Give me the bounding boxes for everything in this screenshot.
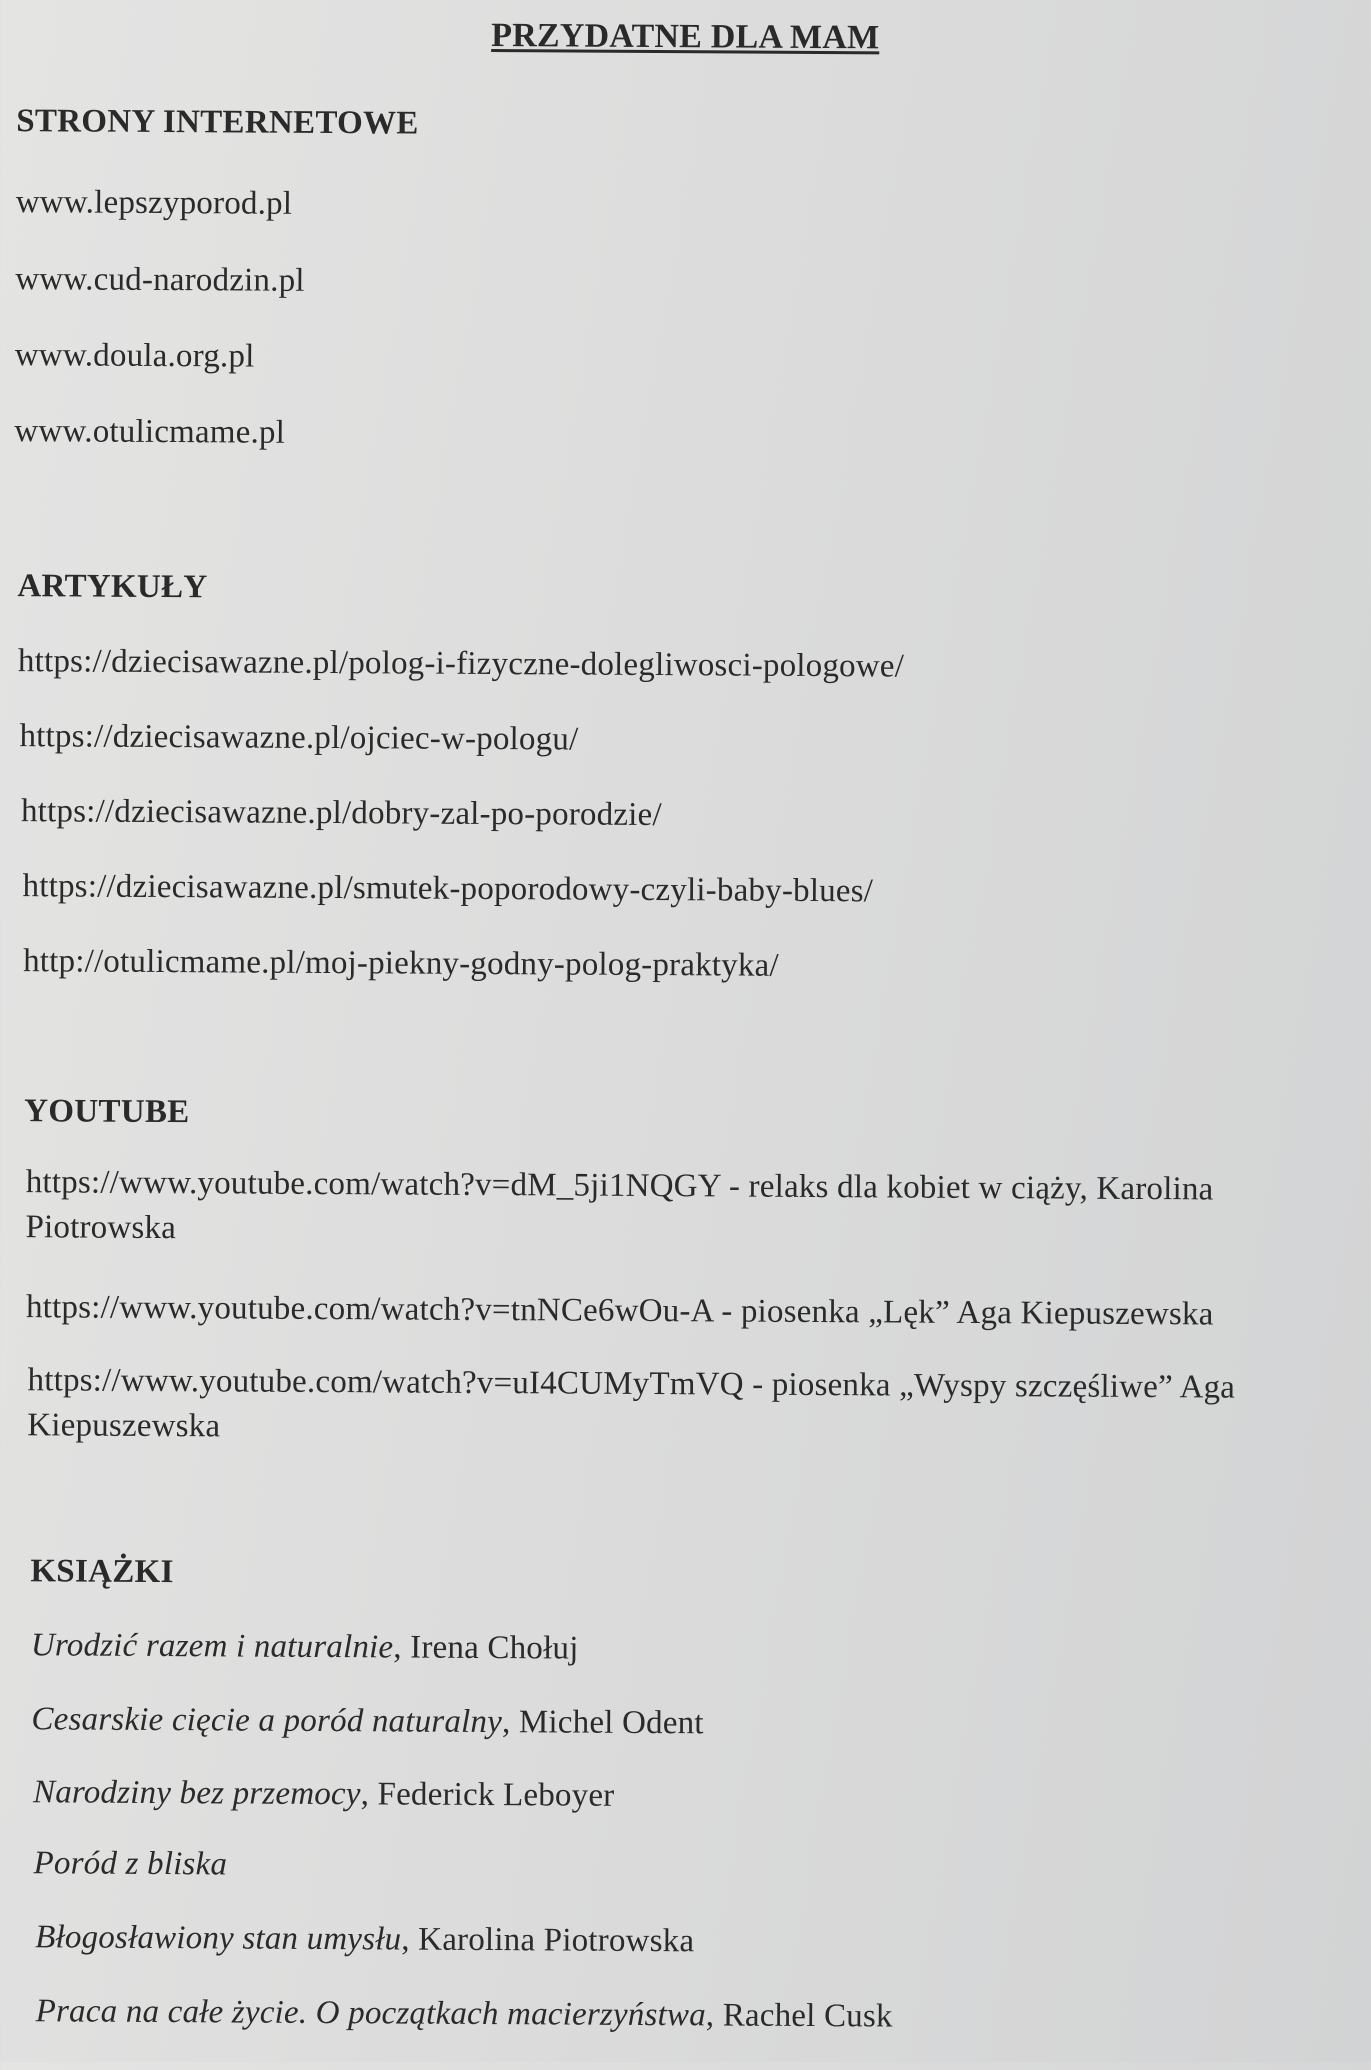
book-item bbox=[35, 1919, 694, 1960]
book-item bbox=[31, 1627, 579, 1667]
book-title: Poród z bliska bbox=[34, 1845, 228, 1882]
article-link[interactable]: http://otulicmame.pl/moj-piekny-godny-polog-praktyka/ bbox=[23, 943, 779, 985]
book-title: Praca na całe życie. O początkach macierzyństwa bbox=[36, 1993, 706, 2033]
websites-heading: STRONY INTERNETOWE bbox=[16, 103, 419, 142]
book-author: , Rachel Cusk bbox=[706, 1997, 893, 2034]
website-item[interactable]: www.lepszyporod.pl bbox=[16, 184, 293, 223]
website-item[interactable]: www.cud-narodzin.pl bbox=[15, 261, 305, 300]
book-title: Urodzić razem i naturalnie bbox=[31, 1627, 394, 1665]
book-author: , Karolina Piotrowska bbox=[401, 1921, 694, 1959]
book-item bbox=[36, 1993, 893, 2035]
book-item bbox=[31, 1701, 703, 1742]
document-title: PRZYDATNE DLA MAM bbox=[0, 14, 1371, 60]
website-item[interactable]: www.doula.org.pl bbox=[15, 337, 255, 375]
article-link[interactable]: https://dziecisawazne.pl/polog-i-fizyczne-dolegliwosci-pologowe/ bbox=[18, 643, 904, 685]
website-item[interactable]: www.otulicmame.pl bbox=[14, 413, 285, 452]
book-item bbox=[34, 1845, 228, 1883]
book-author: , Federick Leboyer bbox=[361, 1776, 615, 1814]
books-heading: KSIĄŻKI bbox=[30, 1553, 174, 1591]
article-link[interactable]: https://dziecisawazne.pl/dobry-zal-po-porodzie/ bbox=[21, 793, 662, 834]
book-title: Cesarskie cięcie a poród naturalny bbox=[31, 1701, 502, 1740]
articles-heading: ARTYKUŁY bbox=[17, 568, 207, 606]
book-title: Narodziny bez przemocy bbox=[33, 1774, 361, 1812]
article-link[interactable]: https://dziecisawazne.pl/ojciec-w-pologu/ bbox=[19, 718, 578, 758]
article-link[interactable]: https://dziecisawazne.pl/smutek-poporodowy-czyli-baby-blues/ bbox=[22, 868, 873, 910]
youtube-heading: YOUTUBE bbox=[24, 1093, 190, 1131]
book-item bbox=[33, 1774, 615, 1815]
book-title: Błogosławiony stan umysłu bbox=[35, 1919, 401, 1957]
youtube-link[interactable]: https://www.youtube.com/watch?v=uI4CUMyTmVQ - piosenka „Wyspy szczęśliwe” Aga Kiepuszewska bbox=[27, 1358, 1348, 1456]
youtube-link[interactable]: https://www.youtube.com/watch?v=dM_5ji1NQGY - relaks dla kobiet w ciąży, Karolina Piotrowska bbox=[25, 1160, 1346, 1258]
youtube-link[interactable]: https://www.youtube.com/watch?v=tnNCe6wOu-A - piosenka „Lęk” Aga Kiepuszewska bbox=[26, 1289, 1214, 1333]
book-author: , Michel Odent bbox=[502, 1704, 704, 1741]
book-author: , Irena Chołuj bbox=[393, 1629, 578, 1666]
